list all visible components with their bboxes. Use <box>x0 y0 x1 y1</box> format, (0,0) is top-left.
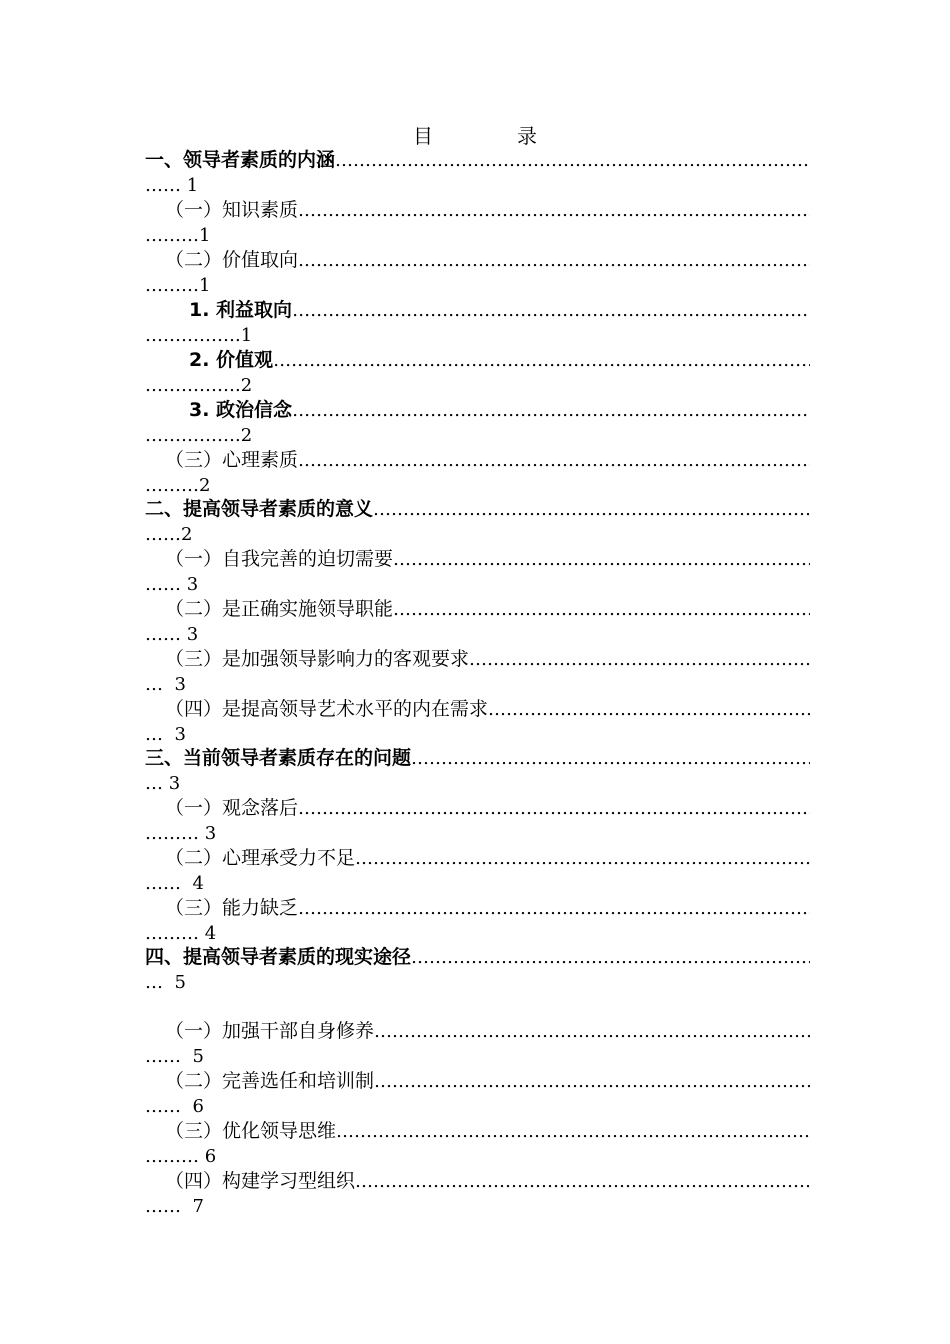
toc-leader-dots <box>355 1169 810 1194</box>
toc-entry-page: 6 <box>199 1146 217 1167</box>
toc-entry-text: （四）是提高领导艺术水平的内在需求 <box>165 698 489 720</box>
toc-entry-1-2-1[interactable] <box>145 298 810 348</box>
toc-entry-dots: ……… <box>145 1146 199 1167</box>
toc-entry-4-2[interactable] <box>145 1069 810 1119</box>
toc-entry-dots: ……… <box>145 923 199 944</box>
toc-entry-text: （三）是加强领导影响力的客观要求 <box>165 648 470 670</box>
toc-leader-dots <box>335 148 810 173</box>
toc-entry-1-3[interactable] <box>145 448 810 498</box>
toc-entry-text: 3. 政治信念 <box>189 399 293 421</box>
toc-entry-text: （一）知识素质 <box>165 199 299 221</box>
toc-leader-dots <box>298 448 810 473</box>
toc-entry-4[interactable] <box>145 945 810 995</box>
toc-entry-page: 1 <box>240 325 253 346</box>
toc-entry-page: 2 <box>240 375 253 396</box>
toc-entry-page: 1 <box>199 275 211 296</box>
toc-leader-dots <box>411 945 810 970</box>
toc-entry-dots: …… <box>145 574 181 595</box>
toc-entry-dots: ……………. <box>145 325 241 346</box>
toc-entry-page: 2 <box>199 475 211 496</box>
toc-entry-page: 4 <box>181 873 204 894</box>
toc-leader-dots <box>374 1019 810 1044</box>
toc-entry-page: 3 <box>163 674 186 695</box>
toc-entry-2[interactable] <box>145 497 810 547</box>
toc-leader-dots <box>298 248 810 273</box>
toc-entry-page: 2 <box>240 425 253 446</box>
toc-entry-text: 一、领导者素质的内涵 <box>145 149 336 171</box>
toc-entry-dots: …… <box>145 873 181 894</box>
toc-entry-text: 三、当前领导者素质存在的问题 <box>145 747 412 769</box>
toc-entry-page: 5 <box>163 972 186 993</box>
toc-entry-text: （二）价值取向 <box>165 249 299 271</box>
toc-entry-text: （三）能力缺乏 <box>165 897 299 919</box>
toc-entry-page: 2 <box>181 524 193 545</box>
toc-leader-dots <box>393 597 810 622</box>
toc-entry-page: 6 <box>181 1096 204 1117</box>
toc-leader-dots <box>355 846 810 871</box>
toc-entry-dots: ……………. <box>145 425 241 446</box>
toc-entry-page: 3 <box>199 823 217 844</box>
toc-entry-dots: ……… <box>145 275 199 296</box>
toc-entry-text: （一）加强干部自身修养 <box>165 1020 375 1042</box>
toc-entry-page: 7 <box>181 1196 204 1217</box>
toc-entry-text: （一）自我完善的迫切需要 <box>165 548 394 570</box>
toc-leader-dots <box>298 796 810 821</box>
toc-entry-1-1[interactable] <box>145 198 810 248</box>
toc-leader-dots <box>273 348 810 373</box>
toc-entry-2-4[interactable] <box>145 697 810 747</box>
toc-entry-4-1[interactable] <box>145 1019 810 1069</box>
toc-entry-2-2[interactable] <box>145 597 810 647</box>
toc-entry-page: 4 <box>199 923 217 944</box>
toc-leader-dots <box>298 896 810 921</box>
toc-entry-dots: ……………. <box>145 375 241 396</box>
toc-entry-3-2[interactable] <box>145 846 810 896</box>
toc-leader-dots <box>298 198 810 223</box>
toc-entry-text: （四）构建学习型组织 <box>165 1170 356 1192</box>
toc-entry-3-3[interactable] <box>145 896 810 946</box>
toc-leader-dots <box>373 497 810 522</box>
toc-leader-dots <box>292 398 810 423</box>
toc-entry-page: 3 <box>181 574 199 595</box>
toc-leader-dots <box>469 647 810 672</box>
toc-entry-dots: ……… <box>145 475 199 496</box>
toc-entry-page: 1 <box>199 225 211 246</box>
toc-entry-page: 5 <box>181 1046 204 1067</box>
toc-entry-1-2-3[interactable] <box>145 398 810 448</box>
toc-entry-text: （二）完善选任和培训制 <box>165 1070 375 1092</box>
toc-entry-dots: …… <box>145 624 181 645</box>
toc-entry-text: 四、提高领导者素质的现实途径 <box>145 946 412 968</box>
toc-entry-3[interactable] <box>145 746 810 796</box>
toc-entry-text: 二、提高领导者素质的意义 <box>145 498 374 520</box>
toc-entry-text: （一）观念落后 <box>165 797 299 819</box>
toc-entry-text: 1. 利益取向 <box>189 299 293 321</box>
toc-entry-2-3[interactable] <box>145 647 810 697</box>
toc-entry-1-2[interactable] <box>145 248 810 298</box>
toc-entry-text: （三）心理素质 <box>165 449 299 471</box>
toc-entry-dots: …… <box>145 1096 181 1117</box>
toc-entry-page: 3 <box>181 624 199 645</box>
toc-entry-1-2-2[interactable] <box>145 348 810 398</box>
toc-entry-4-3[interactable] <box>145 1119 810 1169</box>
toc-leader-dots <box>336 1119 810 1144</box>
toc-entry-dots: …… <box>145 1196 181 1217</box>
toc-entry-4-4[interactable] <box>145 1169 810 1219</box>
toc-entry-text: （二）是正确实施领导职能 <box>165 598 394 620</box>
toc-entry-dots: … <box>145 972 163 993</box>
toc-leader-dots <box>411 746 810 771</box>
toc-entry-dots: …… <box>145 524 181 545</box>
toc-entry-text: 2. 价值观 <box>189 349 274 371</box>
toc-entry-dots: …… <box>145 1046 181 1067</box>
toc-entry-text: （三）优化领导思维 <box>165 1120 337 1142</box>
toc-entry-dots: … <box>145 773 163 794</box>
toc-entry-text: （二）心理承受力不足 <box>165 847 356 869</box>
toc-entry-dots: ……… <box>145 225 199 246</box>
toc-entry-page: 3 <box>163 724 186 745</box>
toc-entry-dots: …… <box>145 175 181 196</box>
toc-entry-dots: … <box>145 674 163 695</box>
toc-entry-dots: ……… <box>145 823 199 844</box>
toc-leader-dots <box>374 1069 810 1094</box>
toc-entry-2-1[interactable] <box>145 547 810 597</box>
toc-entry-1[interactable] <box>145 148 810 198</box>
toc-entry-page: 1 <box>181 175 199 196</box>
toc-entry-page: 3 <box>163 773 181 794</box>
toc-leader-dots <box>393 547 810 572</box>
toc-title: 目 录 <box>413 124 569 148</box>
toc-entry-3-1[interactable] <box>145 796 810 846</box>
toc-entry-dots: … <box>145 724 163 745</box>
toc-leader-dots <box>292 298 810 323</box>
toc-leader-dots <box>488 697 810 722</box>
